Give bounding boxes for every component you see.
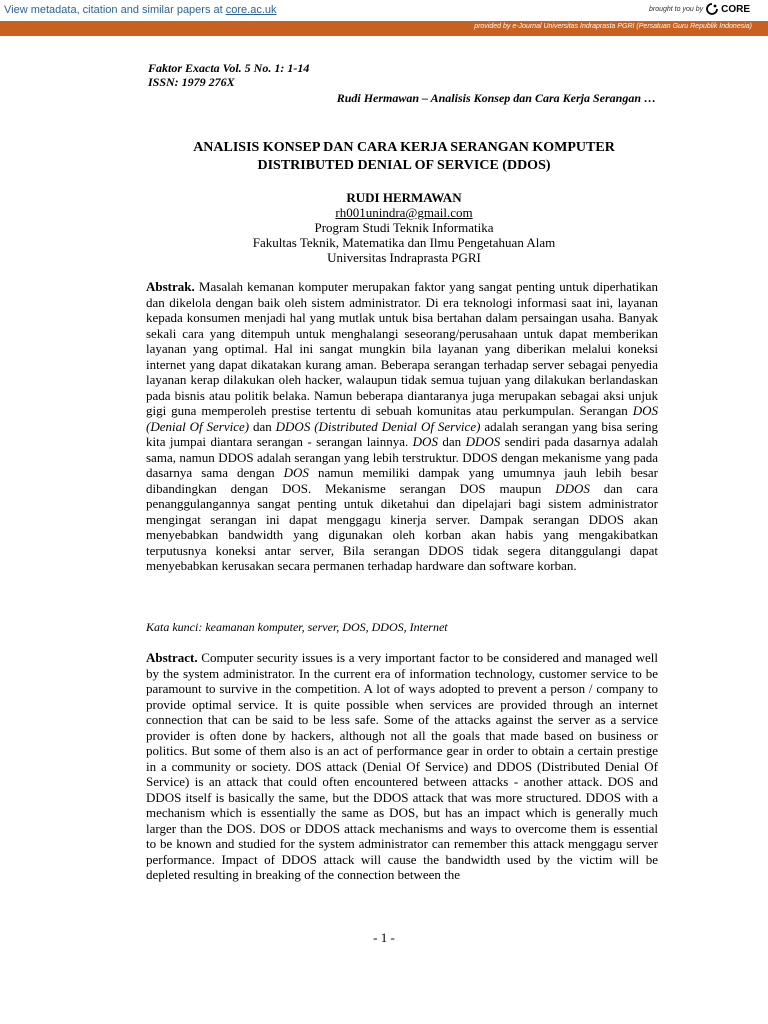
abstrak-italic-term: DDOS xyxy=(465,434,501,449)
title-line-1: ANALISIS KONSEP DAN CARA KERJA SERANGAN KOMPUTER xyxy=(193,140,615,155)
brought-to-you-text: brought to you by xyxy=(649,5,704,13)
provided-by-source[interactable]: e-Journal Universitas Indraprasta PGRI (Persatuan Guru Republik Indonesia) xyxy=(512,23,752,30)
abstrak-text: namun memiliki dampak yang umumnya jauh lebih besar dibandingkan dengan DOS. Mekanisme serangan DOS maupun xyxy=(146,465,659,496)
abstrak-paragraph xyxy=(146,279,658,574)
abstrak-text: Masalah kemanan komputer merupakan faktor yang sangat penting untuk diperhatikan dan dikelola dengan baik oleh sistem administrator. Di era teknologi informasi saat ini, layanan kepada konsumen menjadi hal yang mutlak untuk bisa bertahan dalam persaingan usaha. Banyak sekali cara yang ditempuh untuk menghalangi seseorang/perusahaan untuk dapat memberikan layanan yang optimal. Hal ini sangat mungkin bila layanan yang diberikan melalui koneksi internet yang dapat dikatakan kurang aman. Beberapa serangan terhadap server sebagai penyedia layanan kerap dilakukan oleh hacker, walaupun tidak semua tujuan yang dilakukan berlandaskan pada bisnis atau politik belaka. Namun beberapa diantaranya juga merupakan sebagai aksi unjuk gigi guna memperoleh prestise tertentu di sebuah komunitas atau perkumpulan. Serangan xyxy=(146,279,658,418)
author-email[interactable]: rh001unindra@gmail.com xyxy=(335,205,473,220)
abstract-paragraph xyxy=(146,650,658,883)
abstrak-text: sendiri pada dasarnya adalah sama, namun DDOS adalah serangan yang lebih terstruktur. DDOS dengan mekanisme yang pada dasarnya sama dengan xyxy=(146,434,658,480)
abstrak-text: dan xyxy=(437,434,466,449)
journal-info: Faktor Exacta Vol. 5 No. 1: 1-14 xyxy=(148,61,310,75)
abstrak-text: dan xyxy=(249,418,276,434)
author-name: RUDI HERMAWAN xyxy=(346,190,462,205)
abstrak-italic-term: DDOS (Distributed Denial Of Service) xyxy=(275,418,481,434)
abstract-label: Abstract. xyxy=(146,650,198,665)
abstrak-text: adalah serangan yang bisa sering kita jumpai diantara serangan - serangan lainnya. xyxy=(146,418,658,449)
running-title: Rudi Hermawan – Analisis Konsep dan Cara Kerja Serangan … xyxy=(336,91,656,105)
page-number: - 1 - xyxy=(373,930,395,945)
view-metadata-text: View metadata, citation and similar papers at xyxy=(4,4,226,16)
core-site-link[interactable]: core.ac.uk xyxy=(225,4,277,16)
abstrak-italic-term: DDOS xyxy=(555,480,590,496)
core-label: CORE xyxy=(721,3,750,15)
core-banner xyxy=(0,0,768,22)
core-logo-icon xyxy=(706,3,718,15)
title-line-2: DISTRIBUTED DENIAL OF SERVICE (DDOS) xyxy=(257,158,551,173)
abstract-text: Computer security issues is a very important factor to be considered and managed well by the system administrator. In the current era of information technology, customer service to be paramount to survive in the competition. A lot of ways adopted to prevent a person / company to provide optimal service. It is quite possible when services are provided through an internet connection that can be said to be less safe. Some of the attacks against the server as a service provider is often done by hackers, although not all the goals that made based on business or politics. But some of them also is an act of performance gear in order to obtain a certain prestige in a community or society. DOS attack (Denial Of Service) and DDOS (Distributed Denial Of Service) is an attack that could often encountered between attacks - another attack. DOS and DDOS itself is basically the same, but the DDOS attack that was more structured. DDOS with a mechanism which is essentially the same as DOS, but has an impact which is generally much larger than the DOS. DOS or DDOS attack mechanisms and ways to overcome them is essential to be known and studied for the system administrator can remember this attack menggagu server performance. Impact of DDOS attack will cause the bandwidth used by the victim will be depleted resulting in breaking of the connection between the xyxy=(146,650,658,882)
author-faculty: Fakultas Teknik, Matematika dan Ilmu Pengetahuan Alam xyxy=(252,235,556,250)
provided-by-bar xyxy=(0,21,768,36)
provided-by-prefix: provided by xyxy=(474,23,513,30)
keywords: Kata kunci: keamanan komputer, server, DOS, DDOS, Internet xyxy=(146,620,448,634)
author-university: Universitas Indraprasta PGRI xyxy=(327,250,481,265)
abstrak-italic-term: DOS (Denial Of Service) xyxy=(146,403,658,434)
view-metadata-link[interactable] xyxy=(4,4,277,16)
abstrak-label: Abstrak. xyxy=(146,279,195,294)
author-program: Program Studi Teknik Informatika xyxy=(314,220,494,235)
core-brand[interactable] xyxy=(649,3,750,15)
issn: ISSN: 1979 276X xyxy=(148,75,235,89)
abstrak-text: dan cara penanggulangannya sangat penting untuk diketahui dan dipelajari bagi sistem administrator mengingat serangan ini dapat menggagu kinerja server. Dampak serangan DDOS akan menyebabkan bandwidth yang digunakan oleh korban akan habis yang mengakibatkan terputusnya koneksi antar server, Bila serangan DDOS tidak segera ditanggulangi dapat menyebabkan kerusakan secara permanen terhadap hardware dan software korban. xyxy=(146,480,658,573)
abstrak-italic-term: DOS xyxy=(412,434,438,449)
provided-by-text xyxy=(474,23,752,30)
abstrak-italic-term: DOS xyxy=(283,465,309,480)
paper-title xyxy=(120,139,688,175)
